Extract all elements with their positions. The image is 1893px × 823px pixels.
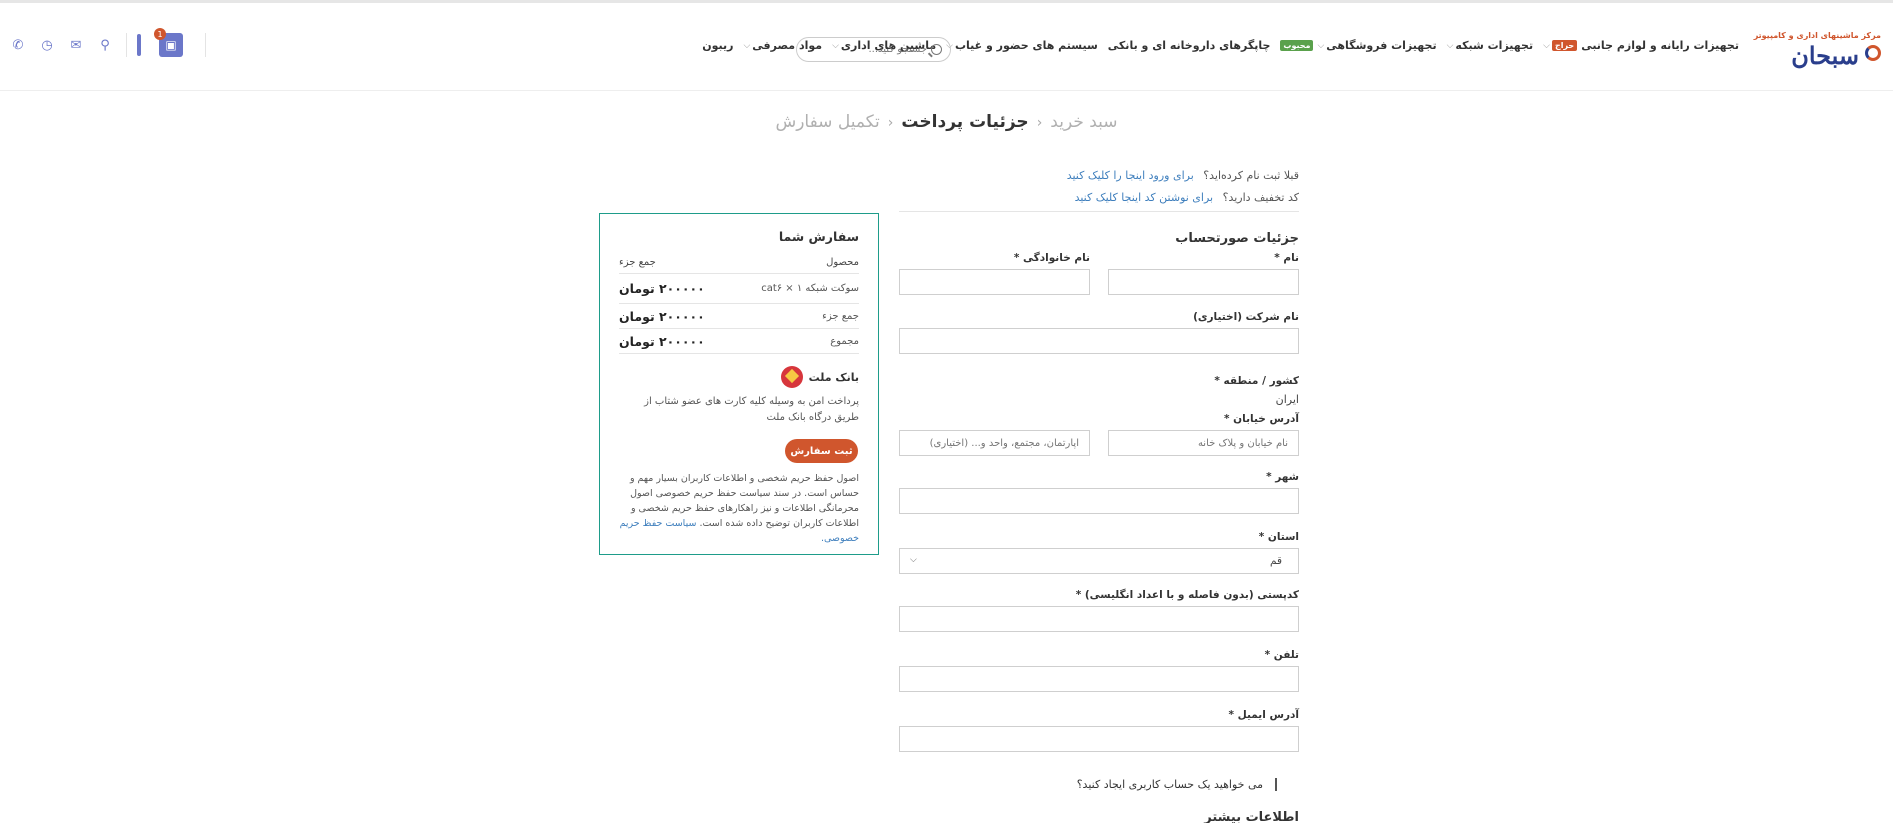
total-label: مجموع [830, 335, 859, 347]
last-name-input[interactable] [899, 269, 1090, 295]
first-name-label: نام * [1274, 252, 1299, 264]
create-account-label: می خواهید یک حساب کاربری ایجاد کنید؟ [1076, 778, 1263, 791]
logo-name: سبحان [1791, 41, 1859, 70]
nav-label: ماشین های اداری [840, 39, 937, 52]
login-notice [1067, 169, 1299, 182]
nav-item-network[interactable] [1447, 39, 1534, 52]
bank-mellat-logo-icon [781, 366, 803, 388]
postcode-input[interactable] [899, 606, 1299, 632]
last-name-label: نام خانوادگی * [1013, 252, 1090, 264]
country-label: کشور / منطقه * [1214, 375, 1299, 387]
search-box [796, 37, 951, 62]
nav-label: مواد مصرفی [752, 39, 823, 52]
address-line2-input[interactable] [899, 430, 1090, 456]
wishlist-bar-icon[interactable] [137, 34, 141, 56]
subtotal-row [619, 304, 859, 329]
logo-swirl-icon [1865, 45, 1881, 61]
item-price: ۲۰۰۰۰۰ تومان [619, 281, 705, 296]
nav-label: ریبون [702, 39, 734, 52]
payment-description: پرداخت امن به وسیله کلیه کارت های عضو شتاب از طریق درگاه بانک ملت [644, 396, 859, 423]
chevron-left-icon: ‹ [1036, 115, 1043, 131]
place-order-button[interactable]: ثبت سفارش [785, 439, 858, 463]
first-name-input[interactable] [1108, 269, 1299, 295]
chevron-down-icon: ⌵ [1543, 40, 1550, 51]
shopping-bag-icon: ▣ [165, 38, 177, 52]
chevron-down-icon: ⌵ [1317, 40, 1325, 51]
postcode-label: کدپستی (بدون فاصله و با اعداد انگلیسی) * [1075, 589, 1299, 601]
nav-item-computer-accessories[interactable] [1543, 39, 1739, 52]
nav-item-ribbon[interactable] [702, 39, 733, 52]
header-divider [126, 33, 127, 57]
header-icons [8, 29, 206, 57]
chevron-down-icon: ⌵ [910, 555, 917, 565]
chevron-down-icon: ⌵ [946, 40, 953, 51]
phone-label: تلفن * [1264, 649, 1299, 661]
mail-icon[interactable]: ✉ [70, 37, 82, 53]
address-line1-input[interactable] [1108, 430, 1299, 456]
nav-badge-sale: حراج [1552, 40, 1577, 51]
nav-label: چاپگرهای داروخانه ای و بانکی [1107, 39, 1271, 52]
search-icon[interactable] [931, 44, 942, 55]
login-link[interactable]: برای ورود اینجا را کلیک کنید [1066, 169, 1194, 182]
clock-icon[interactable]: ◷ [41, 37, 53, 53]
login-question: قبلا ثبت نام کرده‌اید؟ [1203, 169, 1299, 182]
checkout-steps [0, 112, 1893, 132]
nav-label: تجهیزات شبکه [1455, 39, 1534, 52]
coupon-link[interactable]: برای نوشتن کد اینجا کلیک کنید [1074, 191, 1214, 204]
nav-badge-popular: محبوب [1280, 40, 1313, 51]
additional-info-title: اطلاعات بیشتر [1204, 810, 1299, 823]
nav-label: سیستم های حضور و غیاب [954, 39, 1098, 52]
country-value: ایران [1275, 393, 1299, 406]
billing-form [899, 225, 1299, 823]
step-complete: تکمیل سفارش [775, 112, 880, 132]
privacy-notice [617, 471, 859, 546]
subtotal-label: جمع جزء [822, 310, 859, 322]
state-label: استان * [1258, 531, 1299, 543]
create-account-checkbox[interactable] [1275, 778, 1277, 791]
step-cart[interactable]: سبد خرید [1050, 112, 1118, 132]
subtotal-value: ۲۰۰۰۰۰ تومان [619, 308, 705, 324]
privacy-text: اصول حفظ حریم شخصی و اطلاعات کاربران بسیار مهم و حساس است. در سند سیاست حفظ حریم خصوصی اصول محرمانگی اطلاعات و نیز راهکارهای حفظ حریم شخصی و اطلاعات کاربران توضیح داده شده است. [629, 473, 859, 529]
item-name: سوکت شبکه cat۶ × ۱ [761, 283, 859, 294]
nav-item-retail[interactable] [1280, 39, 1436, 52]
order-table-header [619, 252, 859, 274]
email-label: آدرس ایمیل * [1228, 709, 1299, 721]
state-select[interactable] [899, 548, 1299, 574]
notice-divider [899, 211, 1299, 212]
state-selected-value: قم [1269, 555, 1282, 567]
col-subtotal: جمع جزء [619, 257, 656, 268]
nav-label: تجهیزات رایانه و لوازم جانبی [1581, 39, 1739, 52]
coupon-question: کد تخفیف دارید؟ [1222, 191, 1299, 204]
company-input[interactable] [899, 328, 1299, 354]
create-account-control[interactable] [1076, 778, 1277, 791]
logo-subtitle: مرکز ماشینهای اداری و کامپیوتر [1753, 31, 1881, 40]
phone-input[interactable] [899, 666, 1299, 692]
chevron-down-icon: ⌵ [1446, 40, 1454, 51]
nav-item-attendance[interactable] [946, 39, 1098, 52]
city-input[interactable] [899, 488, 1299, 514]
location-pin-icon[interactable]: ⚲ [100, 37, 110, 53]
order-item-row [619, 274, 859, 304]
payment-method[interactable] [619, 366, 859, 388]
nav-item-printers[interactable] [1108, 39, 1271, 52]
site-header [0, 3, 1893, 91]
search-input[interactable] [817, 44, 927, 55]
cart-count-badge: 1 [154, 28, 166, 40]
address-label: آدرس خیابان * [1224, 413, 1299, 425]
chevron-down-icon: ⌵ [743, 40, 751, 51]
step-checkout: جزئیات پرداخت [901, 112, 1029, 132]
nav-label: تجهیزات فروشگاهی [1326, 39, 1437, 52]
order-title: سفارش شما [778, 229, 859, 244]
cart-button[interactable] [157, 29, 183, 57]
chevron-left-icon: ‹ [887, 115, 894, 131]
site-logo[interactable] [1753, 31, 1881, 76]
billing-title: جزئیات صورتحساب [1175, 231, 1299, 246]
total-row [619, 329, 859, 354]
email-input[interactable] [899, 726, 1299, 752]
city-label: شهر * [1266, 471, 1299, 483]
col-product: محصول [826, 257, 859, 268]
coupon-notice [1075, 191, 1299, 204]
phone-icon[interactable]: ✆ [12, 37, 24, 53]
header-divider [205, 33, 206, 57]
company-label: نام شرکت (اختیاری) [1193, 311, 1299, 323]
payment-title: بانک ملت [808, 370, 859, 384]
privacy-policy-link[interactable]: سیاست حفظ حریم خصوصی. [619, 518, 859, 544]
order-review [599, 213, 879, 555]
total-value: ۲۰۰۰۰۰ تومان [619, 333, 705, 349]
chevron-down-icon: ⌵ [832, 40, 839, 51]
